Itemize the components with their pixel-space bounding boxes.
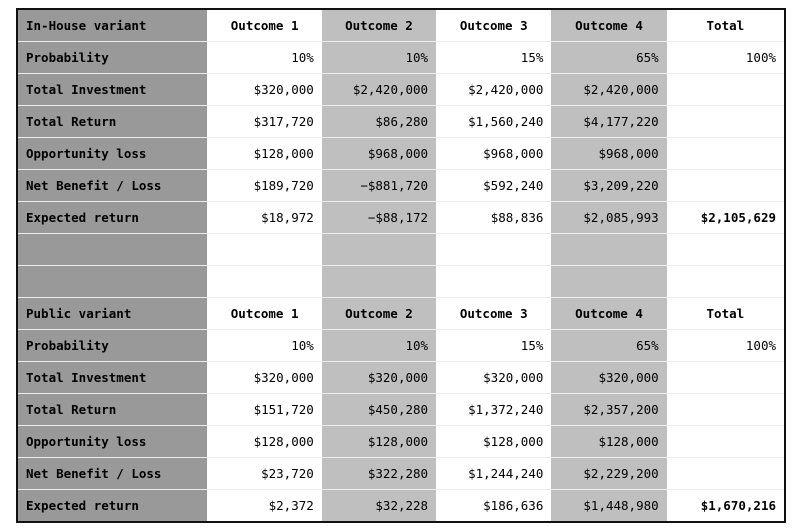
spacer-row xyxy=(17,234,785,266)
cell-outcome2[interactable]: $968,000 xyxy=(322,138,436,170)
spacer-cell[interactable] xyxy=(551,234,666,266)
cell-outcome2[interactable]: −$88,172 xyxy=(322,202,436,234)
table-header-row xyxy=(17,9,785,42)
table-row xyxy=(17,138,785,170)
cell-outcome3[interactable]: $320,000 xyxy=(436,362,551,394)
cell-outcome1[interactable]: $320,000 xyxy=(207,362,321,394)
cell-outcome2[interactable]: 10% xyxy=(322,42,436,74)
cell-outcome2[interactable]: $32,228 xyxy=(322,490,436,523)
row-label-cell[interactable]: Probability xyxy=(17,330,207,362)
row-label-cell[interactable]: Total Investment xyxy=(17,362,207,394)
column-header-outcome3[interactable]: Outcome 3 xyxy=(436,9,551,42)
cell-total[interactable]: 100% xyxy=(667,330,785,362)
cell-outcome3[interactable]: $1,372,240 xyxy=(436,394,551,426)
cell-total[interactable] xyxy=(667,106,785,138)
table-row xyxy=(17,42,785,74)
spacer-cell[interactable] xyxy=(322,266,436,298)
column-header-outcome3[interactable]: Outcome 3 xyxy=(436,298,551,330)
row-label-cell[interactable]: Probability xyxy=(17,42,207,74)
column-header-total[interactable]: Total xyxy=(667,9,785,42)
decision-analysis-table xyxy=(16,8,786,523)
row-label-cell[interactable]: Total Return xyxy=(17,106,207,138)
cell-outcome3[interactable]: $2,420,000 xyxy=(436,74,551,106)
cell-outcome4[interactable]: $3,209,220 xyxy=(551,170,666,202)
cell-outcome4[interactable]: $1,448,980 xyxy=(551,490,666,523)
table-row xyxy=(17,330,785,362)
cell-outcome3[interactable]: $592,240 xyxy=(436,170,551,202)
table-title-cell[interactable]: Public variant xyxy=(17,298,207,330)
cell-total[interactable]: $1,670,216 xyxy=(667,490,785,523)
table-row xyxy=(17,106,785,138)
spacer-cell[interactable] xyxy=(667,234,785,266)
spacer-cell[interactable] xyxy=(322,234,436,266)
cell-outcome1[interactable]: $151,720 xyxy=(207,394,321,426)
table-title-cell[interactable]: In-House variant xyxy=(17,9,207,42)
table-header-row xyxy=(17,298,785,330)
table-row xyxy=(17,490,785,523)
cell-outcome4[interactable]: $968,000 xyxy=(551,138,666,170)
row-label-cell[interactable]: Total Return xyxy=(17,394,207,426)
spacer-cell[interactable] xyxy=(17,234,207,266)
cell-outcome3[interactable]: 15% xyxy=(436,330,551,362)
cell-total[interactable] xyxy=(667,426,785,458)
column-header-outcome1[interactable]: Outcome 1 xyxy=(207,9,321,42)
cell-total[interactable] xyxy=(667,362,785,394)
cell-outcome2[interactable]: $320,000 xyxy=(322,362,436,394)
table-row xyxy=(17,394,785,426)
cell-outcome1[interactable]: 10% xyxy=(207,42,321,74)
cell-outcome2[interactable]: $2,420,000 xyxy=(322,74,436,106)
cell-outcome4[interactable]: $2,229,200 xyxy=(551,458,666,490)
column-header-outcome2[interactable]: Outcome 2 xyxy=(322,9,436,42)
cell-outcome3[interactable]: $128,000 xyxy=(436,426,551,458)
cell-outcome3[interactable]: $88,836 xyxy=(436,202,551,234)
column-header-outcome4[interactable]: Outcome 4 xyxy=(551,9,666,42)
cell-outcome4[interactable]: $2,357,200 xyxy=(551,394,666,426)
cell-outcome4[interactable]: $4,177,220 xyxy=(551,106,666,138)
row-label-cell[interactable]: Expected return xyxy=(17,490,207,523)
cell-outcome1[interactable]: $317,720 xyxy=(207,106,321,138)
cell-total[interactable] xyxy=(667,170,785,202)
cell-total[interactable]: $2,105,629 xyxy=(667,202,785,234)
cell-outcome1[interactable]: $2,372 xyxy=(207,490,321,523)
row-label-cell[interactable]: Total Investment xyxy=(17,74,207,106)
table-row xyxy=(17,74,785,106)
cell-outcome4[interactable]: $2,085,993 xyxy=(551,202,666,234)
column-header-outcome1[interactable]: Outcome 1 xyxy=(207,298,321,330)
cell-outcome4[interactable]: $2,420,000 xyxy=(551,74,666,106)
spacer-cell[interactable] xyxy=(207,234,321,266)
cell-outcome4[interactable]: 65% xyxy=(551,42,666,74)
cell-outcome3[interactable]: $1,244,240 xyxy=(436,458,551,490)
column-header-total[interactable]: Total xyxy=(667,298,785,330)
cell-outcome2[interactable]: 10% xyxy=(322,330,436,362)
table-row xyxy=(17,362,785,394)
cell-outcome1[interactable]: $320,000 xyxy=(207,74,321,106)
cell-outcome4[interactable]: $128,000 xyxy=(551,426,666,458)
cell-total[interactable] xyxy=(667,138,785,170)
row-label-cell[interactable]: Opportunity loss xyxy=(17,138,207,170)
cell-outcome1[interactable]: $23,720 xyxy=(207,458,321,490)
cell-total[interactable] xyxy=(667,458,785,490)
cell-outcome4[interactable]: $320,000 xyxy=(551,362,666,394)
spacer-cell[interactable] xyxy=(551,266,666,298)
cell-outcome1[interactable]: $189,720 xyxy=(207,170,321,202)
spacer-cell[interactable] xyxy=(207,266,321,298)
cell-outcome2[interactable]: $86,280 xyxy=(322,106,436,138)
cell-total[interactable] xyxy=(667,394,785,426)
cell-outcome4[interactable]: 65% xyxy=(551,330,666,362)
cell-outcome2[interactable]: −$881,720 xyxy=(322,170,436,202)
row-label-cell[interactable]: Opportunity loss xyxy=(17,426,207,458)
spacer-cell[interactable] xyxy=(436,234,551,266)
spacer-cell[interactable] xyxy=(17,266,207,298)
column-header-outcome2[interactable]: Outcome 2 xyxy=(322,298,436,330)
table-row xyxy=(17,202,785,234)
cell-outcome1[interactable]: $128,000 xyxy=(207,138,321,170)
cell-total[interactable] xyxy=(667,74,785,106)
table-row xyxy=(17,426,785,458)
spacer-row xyxy=(17,266,785,298)
column-header-outcome4[interactable]: Outcome 4 xyxy=(551,298,666,330)
table-row xyxy=(17,170,785,202)
row-label-cell[interactable]: Net Benefit / Loss xyxy=(17,170,207,202)
spacer-cell[interactable] xyxy=(436,266,551,298)
cell-outcome1[interactable]: $128,000 xyxy=(207,426,321,458)
spacer-cell[interactable] xyxy=(667,266,785,298)
cell-total[interactable]: 100% xyxy=(667,42,785,74)
cell-outcome1[interactable]: $18,972 xyxy=(207,202,321,234)
cell-outcome3[interactable]: $186,636 xyxy=(436,490,551,523)
cell-outcome3[interactable]: $968,000 xyxy=(436,138,551,170)
cell-outcome1[interactable]: 10% xyxy=(207,330,321,362)
cell-outcome2[interactable]: $322,280 xyxy=(322,458,436,490)
cell-outcome2[interactable]: $450,280 xyxy=(322,394,436,426)
cell-outcome3[interactable]: 15% xyxy=(436,42,551,74)
row-label-cell[interactable]: Expected return xyxy=(17,202,207,234)
table-row xyxy=(17,458,785,490)
cell-outcome3[interactable]: $1,560,240 xyxy=(436,106,551,138)
cell-outcome2[interactable]: $128,000 xyxy=(322,426,436,458)
row-label-cell[interactable]: Net Benefit / Loss xyxy=(17,458,207,490)
